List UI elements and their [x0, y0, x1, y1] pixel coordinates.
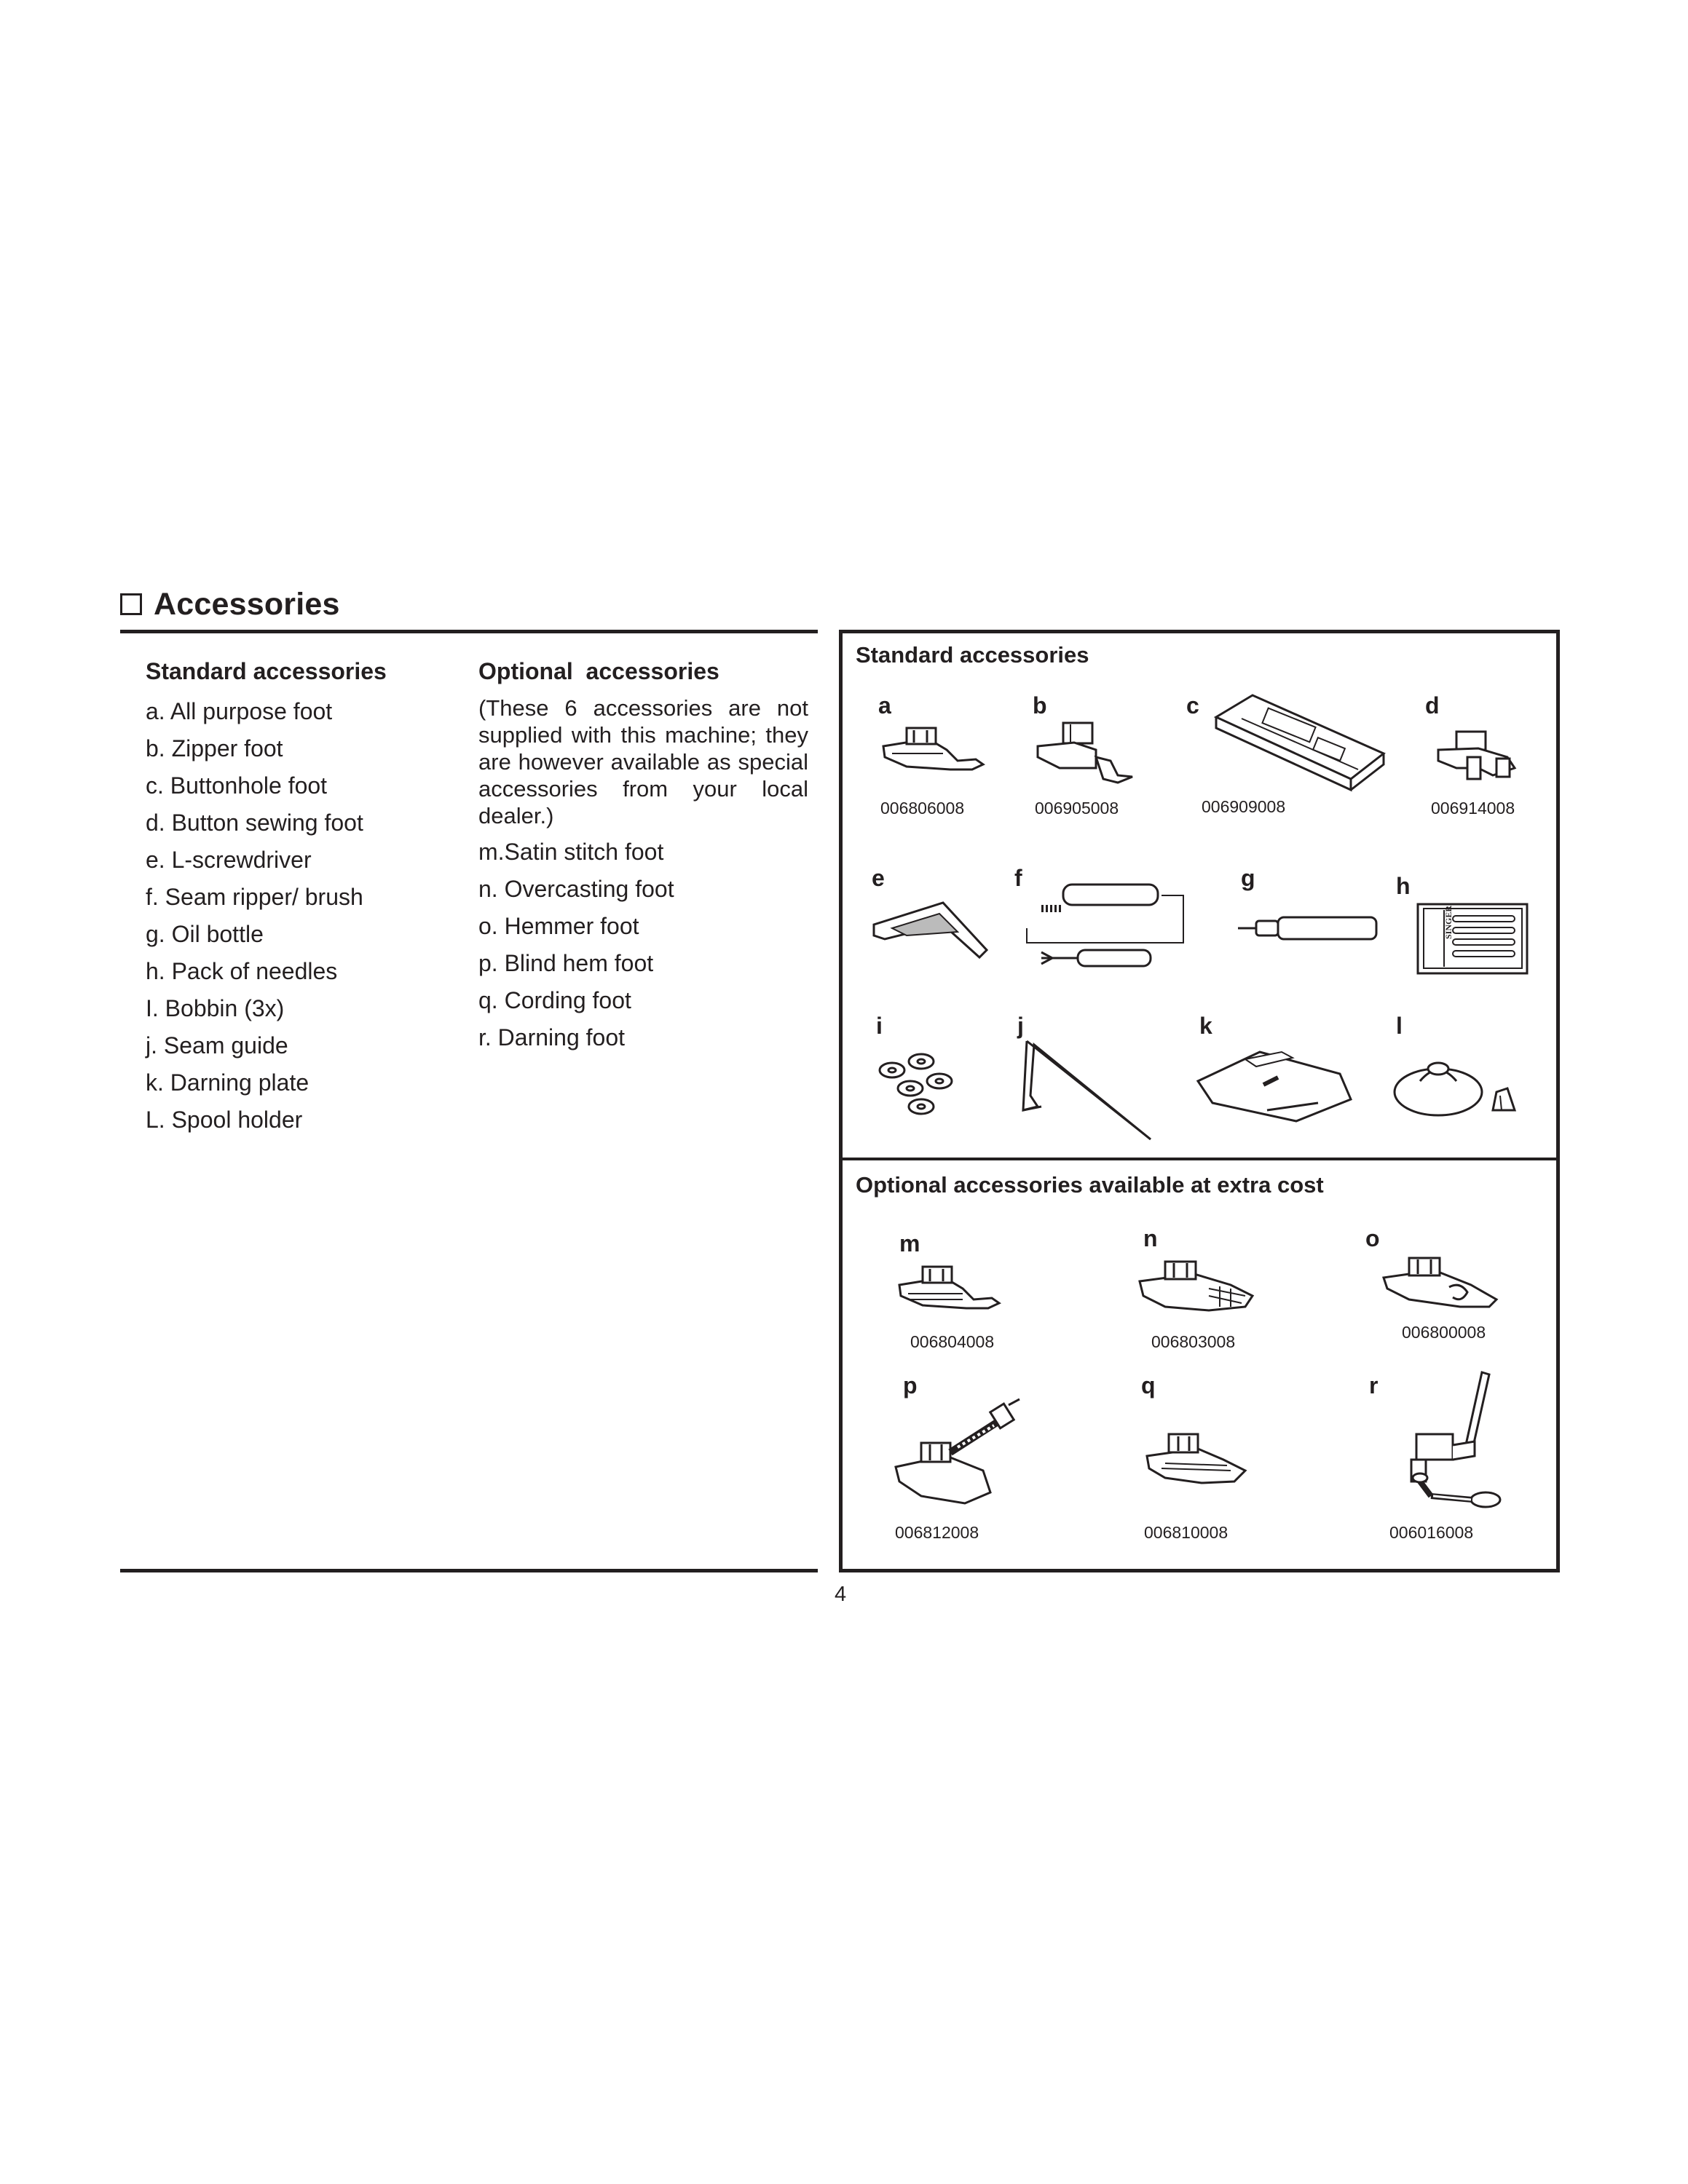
- darning-foot-icon: [1391, 1369, 1507, 1514]
- seam-ripper-brush-icon: [1019, 874, 1194, 976]
- checkbox-square-icon: [120, 593, 142, 615]
- figure-cell-c: [1162, 688, 1395, 826]
- part-number: 006812008: [895, 1523, 979, 1542]
- cording-foot-icon: [1143, 1431, 1253, 1496]
- figure-cell-m: [885, 1223, 1074, 1354]
- list-item: h. Pack of needles: [146, 958, 338, 984]
- spool-holder-icon: [1391, 1041, 1522, 1121]
- optional-accessories-list: [478, 657, 808, 1056]
- figure-cell-p: [885, 1369, 1074, 1543]
- seam-guide-icon: [1016, 1037, 1162, 1143]
- figure-letter: k: [1199, 1013, 1212, 1039]
- figure-letter: p: [903, 1372, 918, 1398]
- optional-note: (These 6 accessories are not supplied with this machine; they are however available as special accessories from your local dealer.): [478, 695, 808, 828]
- figure-cell-f: [1009, 863, 1198, 979]
- figure-cell-a: [856, 688, 1001, 826]
- figure-letter: a: [878, 692, 891, 719]
- figure-letter: o: [1365, 1225, 1380, 1251]
- list-item: g. Oil bottle: [146, 921, 264, 947]
- optional-list-heading: Optional accessories: [478, 658, 719, 684]
- list-item: o. Hemmer foot: [478, 913, 639, 939]
- all-purpose-foot-icon: [877, 724, 987, 783]
- list-item: b. Zipper foot: [146, 735, 283, 761]
- needle-pack-brand: SINGER: [1443, 905, 1454, 939]
- list-item: m.Satin stitch foot: [478, 839, 664, 865]
- section-title: [120, 582, 340, 626]
- part-number: 006909008: [1202, 797, 1286, 816]
- standard-list-heading: Standard accessories: [146, 658, 387, 684]
- list-item: L. Spool holder: [146, 1107, 303, 1133]
- figure-letter: g: [1241, 865, 1255, 891]
- part-number: 006800008: [1402, 1323, 1486, 1342]
- figure-cell-l: [1387, 1008, 1540, 1132]
- figure-cell-k: [1191, 1008, 1380, 1132]
- list-item: r. Darning foot: [478, 1024, 625, 1051]
- list-item: I. Bobbin (3x): [146, 995, 285, 1021]
- panel-optional-heading: Optional accessories available at extra cost: [856, 1172, 1324, 1198]
- figure-cell-n: [1125, 1223, 1314, 1354]
- figure-cell-d: [1402, 688, 1547, 826]
- figure-cell-h: [1387, 863, 1540, 986]
- page-title: Accessories: [154, 586, 340, 622]
- figure-letter: m: [899, 1230, 920, 1257]
- figure-cell-r: [1362, 1369, 1551, 1543]
- figure-letter: d: [1425, 692, 1440, 719]
- zipper-foot-icon: [1030, 717, 1140, 790]
- part-number: 006905008: [1035, 799, 1119, 818]
- list-item: q. Cording foot: [478, 987, 631, 1013]
- list-item: f. Seam ripper/ brush: [146, 884, 363, 910]
- part-number: 006806008: [880, 799, 965, 818]
- figure-cell-e: [856, 863, 1001, 972]
- part-number: 006803008: [1151, 1332, 1236, 1351]
- top-rule: [120, 630, 818, 633]
- buttonhole-foot-icon: [1212, 688, 1387, 797]
- hemmer-foot-icon: [1380, 1252, 1504, 1318]
- button-sewing-foot-icon: [1435, 728, 1522, 786]
- list-item: d. Button sewing foot: [146, 810, 363, 836]
- blind-hem-foot-icon: [892, 1398, 1030, 1522]
- part-number: 006810008: [1144, 1523, 1228, 1542]
- figure-letter: j: [1017, 1013, 1024, 1039]
- part-number: 006804008: [910, 1332, 995, 1351]
- panel-divider: [839, 1158, 1560, 1160]
- l-screwdriver-icon: [870, 895, 994, 968]
- panel-standard-heading: Standard accessories: [856, 642, 1089, 668]
- satin-stitch-foot-icon: [894, 1263, 1003, 1321]
- list-item: p. Blind hem foot: [478, 950, 654, 976]
- figure-letter: h: [1396, 873, 1411, 899]
- list-item: c. Buttonhole foot: [146, 772, 328, 799]
- darning-plate-icon: [1194, 1045, 1354, 1125]
- figure-letter: r: [1369, 1372, 1379, 1398]
- figure-cell-g: [1227, 863, 1387, 972]
- bobbins-icon: [877, 1048, 958, 1117]
- figure-cell-j: [1009, 1008, 1154, 1132]
- figure-letter: c: [1186, 692, 1199, 719]
- figure-letter: b: [1033, 692, 1047, 719]
- figure-letter: f: [1014, 865, 1022, 891]
- figure-letter: q: [1141, 1372, 1156, 1398]
- part-number: 006914008: [1431, 799, 1515, 818]
- figure-letter: n: [1143, 1225, 1158, 1251]
- figure-letter: e: [872, 865, 885, 891]
- list-item: n. Overcasting foot: [478, 876, 674, 902]
- part-number: 006016008: [1389, 1523, 1474, 1542]
- bottom-rule: [120, 1569, 818, 1572]
- list-item: a. All purpose foot: [146, 698, 333, 724]
- oil-bottle-icon: [1238, 910, 1384, 946]
- figure-letter: l: [1396, 1013, 1403, 1039]
- figure-cell-i: [856, 1008, 1001, 1125]
- figure-cell-o: [1362, 1223, 1551, 1354]
- list-item: k. Darning plate: [146, 1069, 309, 1096]
- overcasting-foot-icon: [1136, 1256, 1260, 1321]
- figure-cell-b: [1009, 688, 1154, 826]
- figure-letter: i: [876, 1013, 883, 1039]
- figure-cell-q: [1125, 1369, 1314, 1543]
- list-item: j. Seam guide: [146, 1032, 288, 1059]
- needle-pack-icon: [1416, 903, 1529, 976]
- standard-accessories-list: [146, 657, 451, 1139]
- page-number: 4: [835, 1583, 847, 1606]
- list-item: e. L-screwdriver: [146, 847, 312, 873]
